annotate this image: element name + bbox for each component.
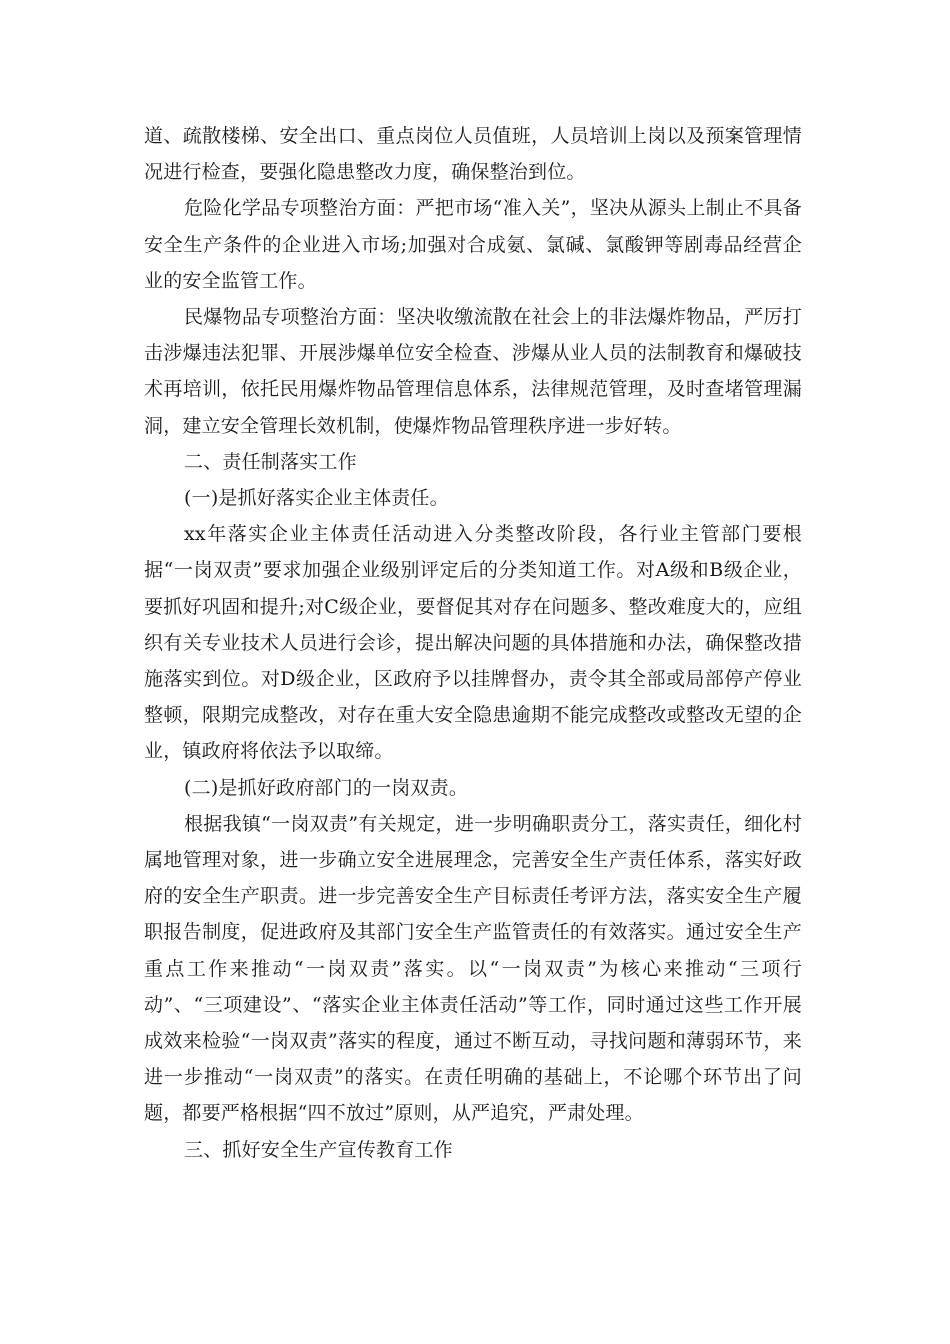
- section-heading-responsibility: 二、责任制落实工作: [184, 450, 357, 473]
- paragraph-government-responsibility: 根据我镇“一岗双责”有关规定，进一步明确职责分工，落实责任，细化村属地管理对象，进一步确立安全进展理念，完善安全生产责任体系，落实好政府的安全生产职责。进一步完善安全生产目标责任考评方法，落实安全生产履职报告制度，促进政府及其部门安全生产监管责任的有效落实。通过安全生产重点工作来推动“一岗双责”落实。以“一岗双责”为核心来推动“三项行动”、“三项建设”、“落实企业主体责任活动”等工作，同时通过这些工作开展成效来检验“一岗双责”落实的程度，通过不断互动，寻找问题和薄弱环节，来进一步推动“一岗双责”的落实。在责任明确的基础上，不论哪个环节出了问题，都要严格根据“四不放过”原则，从严追究，严肃处理。: [144, 812, 802, 1125]
- paragraph-explosives: 民爆物品专项整治方面：坚决收缴流散在社会上的非法爆炸物品，严厉打击涉爆违法犯罪、开展涉爆单位安全检查、涉爆从业人员的法制教育和爆破技术再培训，依托民用爆炸物品管理信息体系，法律规范管理，及时查堵管理漏洞，建立安全管理长效机制，使爆炸物品管理秩序进一步好转。: [144, 306, 802, 437]
- section-heading-education: 三、抓好安全生产宣传教育工作: [184, 1138, 453, 1161]
- document-body: [144, 118, 802, 1168]
- paragraph-continued: 道、疏散楼梯、安全出口、重点岗位人员值班，人员培训上岗以及预案管理情况进行检查，要强化隐患整改力度，确保整治到位。: [144, 125, 802, 184]
- subsection-heading-enterprise: (一)是抓好落实企业主体责任。: [184, 487, 449, 510]
- paragraph-enterprise-responsibility: xx年落实企业主体责任活动进入分类整改阶段，各行业主管部门要根据“一岗双责”要求加强企业级别评定后的分类知道工作。对A级和B级企业，要抓好巩固和提升;对C级企业，要督促其对存在问题多、整改难度大的，应组织有关专业技术人员进行会诊，提出解决问题的具体措施和办法，确保整改措施落实到位。对D级企业，区政府予以挂牌督办，责令其全部或局部停产停业整顿，限期完成整改，对存在重大安全隐患逾期不能完成整改或整改无望的企业，镇政府将依法予以取缔。: [144, 523, 802, 763]
- paragraph-hazardous-chemicals: 危险化学品专项整治方面：严把市场“准入关”，坚决从源头上制止不具备安全生产条件的企业进入市场;加强对合成氨、氯碱、氯酸钾等剧毒品经营企业的安全监管工作。: [144, 197, 802, 292]
- subsection-heading-government: (二)是抓好政府部门的一岗双责。: [184, 776, 469, 799]
